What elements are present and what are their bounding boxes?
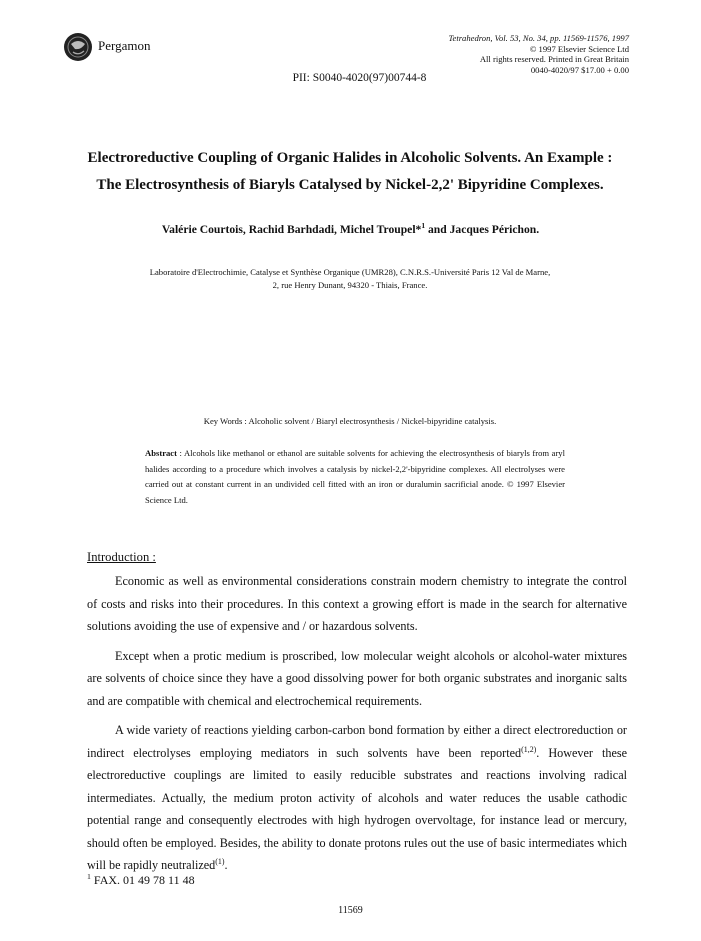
journal-info xyxy=(449,33,629,75)
footnote xyxy=(87,873,195,888)
abstract-label: Abstract xyxy=(145,448,177,458)
affiliation-line-1: Laboratoire d'Electrochimie, Catalyse et Synthèse Organique (UMR28), C.N.R.S.-Université Paris 12 Val de Marne, xyxy=(149,267,551,277)
footnote-text: FAX. 01 49 78 11 48 xyxy=(90,873,195,887)
section-heading-introduction: Introduction : xyxy=(87,550,156,564)
affiliation-line-2: 2, rue Henry Dunant, 94320 - Thiais, France. xyxy=(272,279,428,290)
abstract-text: : Alcohols like methanol or ethanol are suitable solvents for achieving the electrosynthesis of biaryls from aryl halides according to a procedure which involves a catalysis by nickel-2,2'-bipyridine complexes. All electrolyses were carried out at constant current in an undivided cell fitted with an iron or duralumin sacrificial anode. © 1997 Elsevier Science Ltd. xyxy=(145,448,565,505)
authors-text-end: and Jacques Périchon. xyxy=(425,223,540,236)
paper-title xyxy=(60,145,640,199)
affiliation xyxy=(60,266,640,291)
journal-citation: Tetrahedron, Vol. 53, No. 34, pp. 11569-11576, 1997 xyxy=(448,33,629,43)
citation-1-2: (1,2) xyxy=(521,744,537,754)
page-number: 11569 xyxy=(338,905,363,916)
paragraph-2: Except when a protic medium is proscribed, low molecular weight alcohols or alcohol-water mixtures are solvents of choice since they have a good dissolving power for both organic substrates and inorganic salts and are compatible with chemical and electrochemical requirements. xyxy=(87,648,627,708)
footnote-mark: 1 xyxy=(87,872,91,881)
rights-line: All rights reserved. Printed in Great Britain xyxy=(479,54,629,65)
copyright-line: © 1997 Elsevier Science Ltd xyxy=(529,43,629,54)
paragraph-3-part-c: . xyxy=(224,858,228,872)
authors-text: Valérie Courtois, Rachid Barhdadi, Michel Troupel* xyxy=(161,223,422,236)
abstract xyxy=(145,446,565,508)
paragraph-3 xyxy=(87,719,627,877)
citation-1: (1) xyxy=(215,856,225,866)
paragraph-3-part-b: . However these electroreductive couplings are limited to easily reducible substrates and reactions involving radical intermediates. Actually, the medium proton activity of alcohols and water reduces the usable cathodic potential range and consequently electrodes with high hydrogen overvoltage, for instance lead or mercury, should often be employed. Besides, the ability to donate protons rules out the use of basic intermediates which will be rapidly neutralized xyxy=(87,745,628,872)
paragraph-1: Economic as well as environmental considerations constrain modern chemistry to integrate the control of costs and risks into their procedures. In this context a growing effort is made in the search for alternative solutions avoiding the use of expensive and / or hazardous solvents. xyxy=(87,574,627,633)
authors xyxy=(0,223,701,236)
keywords: Key Words : Alcoholic solvent / Biaryl electrosynthesis / Nickel-bipyridine catalysis. xyxy=(203,416,497,426)
price-line: 0040-4020/97 $17.00 + 0.00 xyxy=(530,64,629,75)
pii-text: PII: S0040-4020(97)00744-8 xyxy=(292,72,427,84)
introduction-body xyxy=(87,570,627,884)
author-footnote-mark: 1 xyxy=(421,221,426,231)
paragraph-3-part-a: A wide variety of reactions yielding carbon-carbon bond formation by either a direct electroreduction or indirect electrolyses employing mediators in such solvents have been reported xyxy=(87,723,627,760)
pergamon-logo-icon xyxy=(63,32,93,62)
title-line-2: The Electrosynthesis of Biaryls Catalysed by Nickel-2,2' Bipyridine Complexes. xyxy=(96,177,604,193)
title-line-1: Electroreductive Coupling of Organic Halides in Alcoholic Solvents. An Example : xyxy=(87,150,613,166)
publisher-name: Pergamon xyxy=(98,38,151,53)
pii-line xyxy=(0,72,701,84)
